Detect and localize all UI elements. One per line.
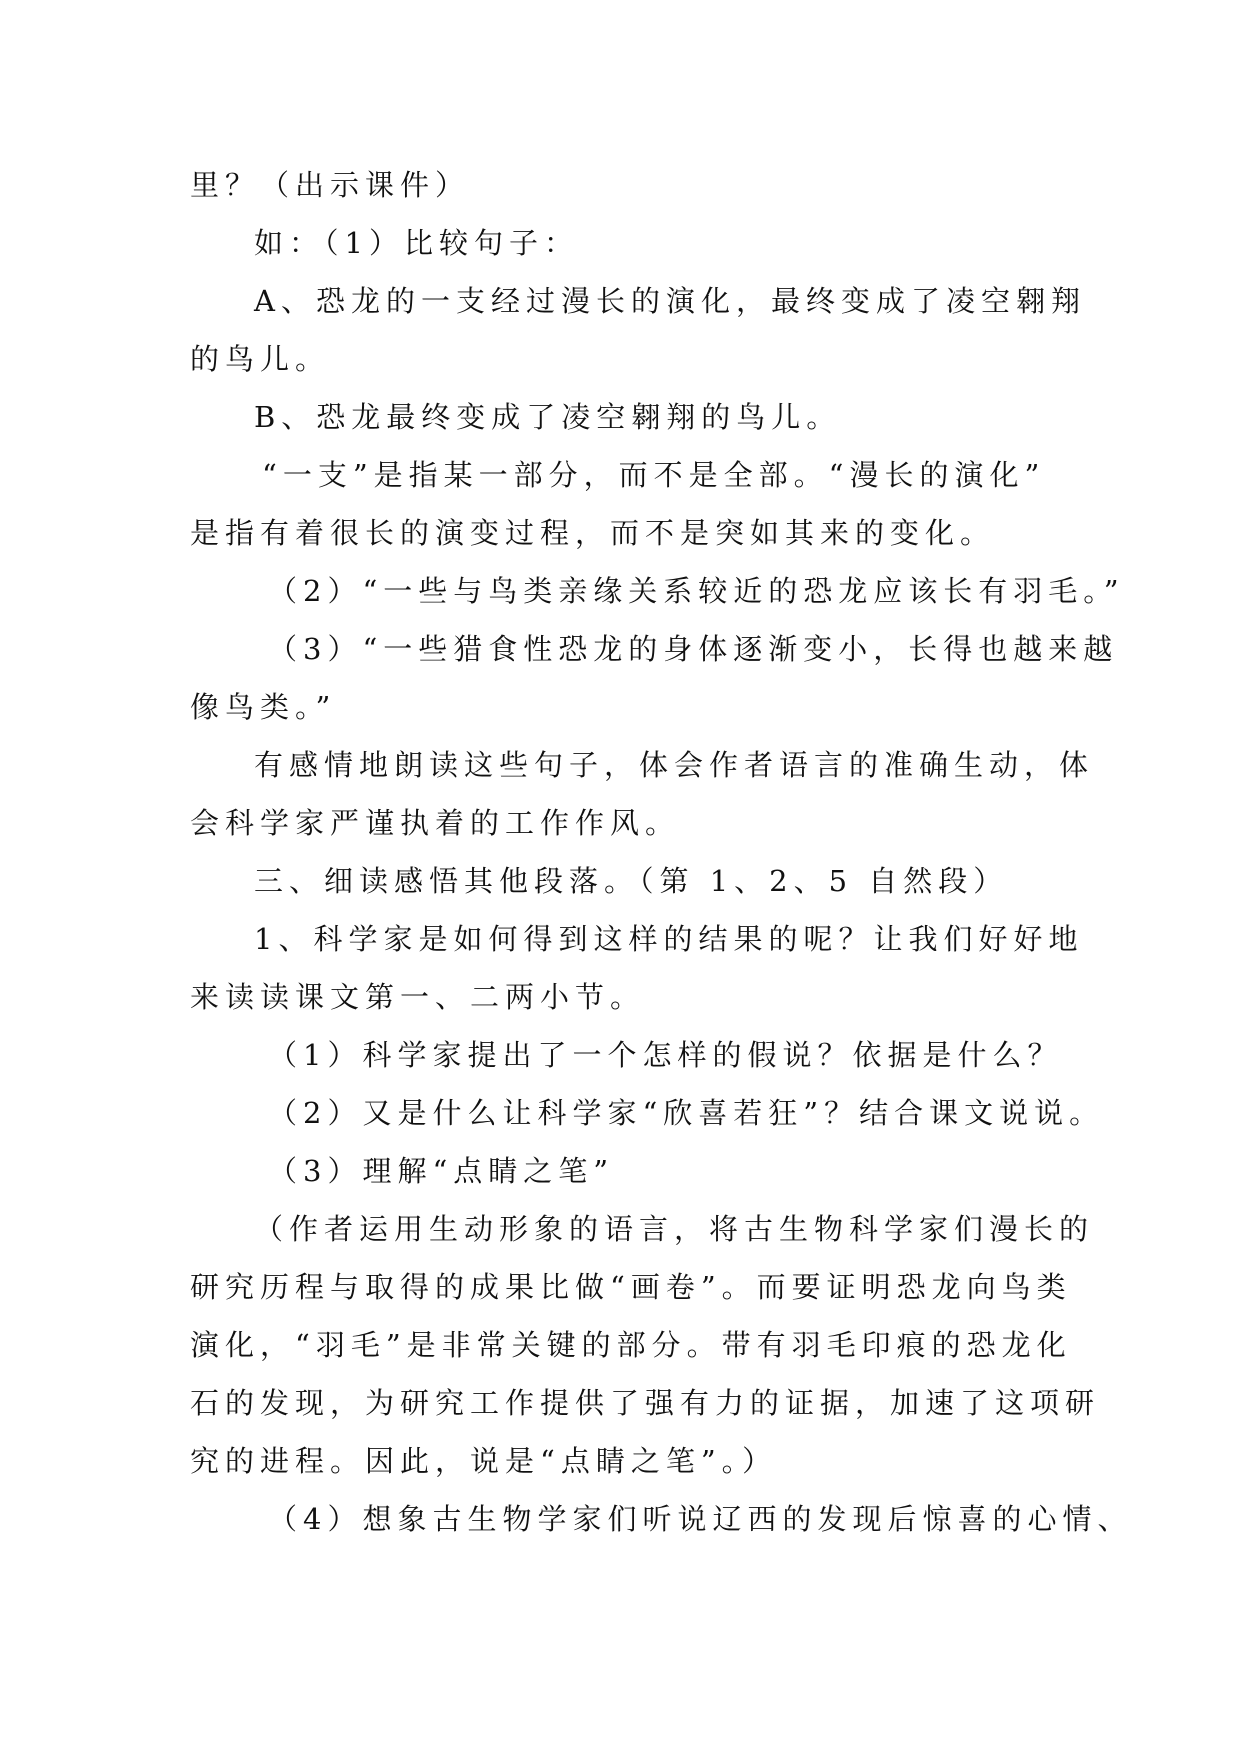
document-body bbox=[190, 156, 1133, 1548]
text-line: “一支”是指某一部分，而不是全部。“漫长的演化” bbox=[262, 458, 1046, 492]
text-line: （1）科学家提出了一个怎样的假说？依据是什么？ bbox=[268, 1038, 1063, 1072]
text-line: 的鸟儿。 bbox=[190, 342, 331, 376]
text-line: 如：（1）比较句子： bbox=[254, 226, 579, 260]
text-line: B、恐龙最终变成了凌空翱翔的鸟儿。 bbox=[254, 400, 842, 434]
text-line: 研究历程与取得的成果比做“画卷”。而要证明恐龙向鸟类 bbox=[190, 1270, 1072, 1304]
text-line: 三、细读感悟其他段落。（第 1、2、5 自然段） bbox=[254, 864, 1009, 898]
text-line: 是指有着很长的演变过程，而不是突如其来的变化。 bbox=[190, 516, 996, 550]
text-line: （4）想象古生物学家们听说辽西的发现后惊喜的心情、 bbox=[268, 1502, 1133, 1536]
text-line: 1、科学家是如何得到这样的结果的呢？让我们好好地 bbox=[254, 922, 1084, 956]
text-line: 石的发现，为研究工作提供了强有力的证据，加速了这项研 bbox=[190, 1386, 1101, 1420]
text-line: （3）理解“点睛之笔” bbox=[268, 1154, 615, 1188]
text-line: 有感情地朗读这些句子，体会作者语言的准确生动，体 bbox=[254, 748, 1095, 782]
text-line: （2）“一些与鸟类亲缘关系较近的恐龙应该长有羽毛。” bbox=[268, 574, 1125, 608]
text-line: （2）又是什么让科学家“欣喜若狂”？结合课文说说。 bbox=[268, 1096, 1105, 1130]
text-line: （3）“一些猎食性恐龙的身体逐渐变小，长得也越来越 bbox=[268, 632, 1119, 666]
text-line: 里？（出示课件） bbox=[190, 168, 471, 202]
text-line: 演化，“羽毛”是非常关键的部分。带有羽毛印痕的恐龙化 bbox=[190, 1328, 1072, 1362]
text-line: 会科学家严谨执着的工作作风。 bbox=[190, 806, 681, 840]
text-line: 来读读课文第一、二两小节。 bbox=[190, 980, 646, 1014]
text-line: （作者运用生动形象的语言，将古生物科学家们漫长的 bbox=[254, 1212, 1095, 1246]
text-line: A、恐龙的一支经过漫长的演化，最终变成了凌空翱翔 bbox=[254, 284, 1086, 318]
text-line: 究的进程。因此，说是“点睛之笔”。） bbox=[190, 1444, 778, 1478]
text-line: 像鸟类。” bbox=[190, 690, 337, 724]
